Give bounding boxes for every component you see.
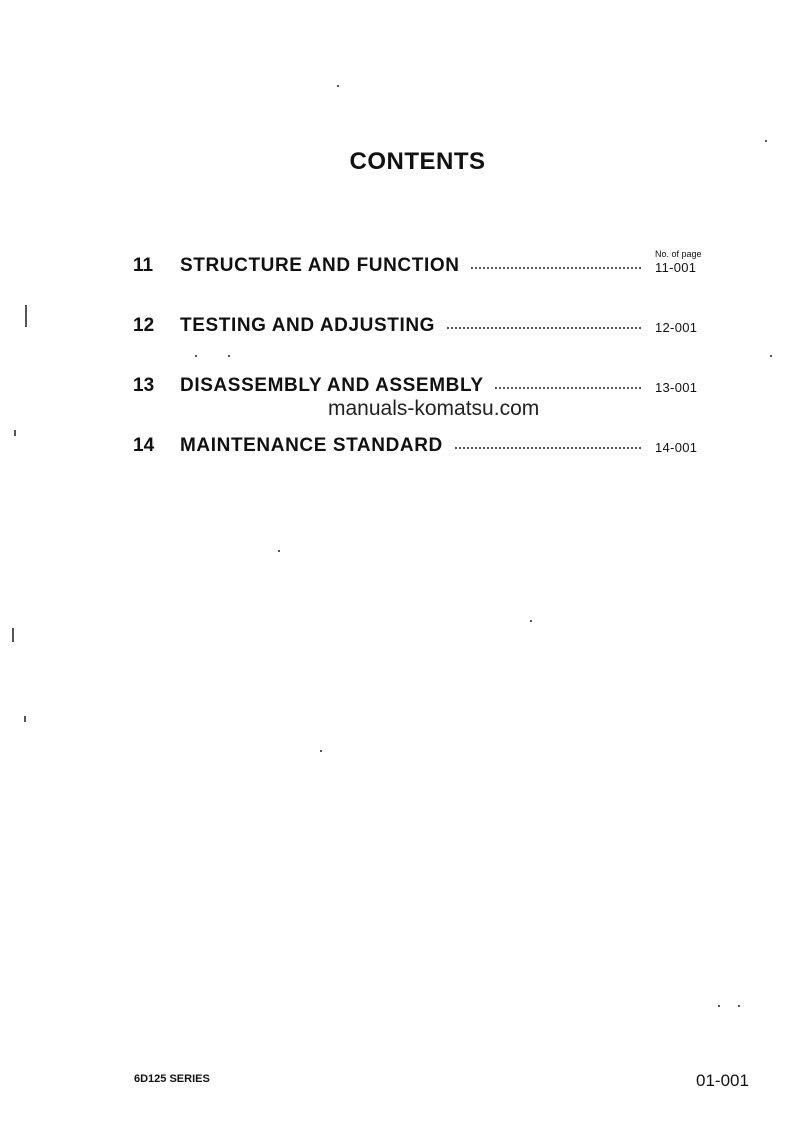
section-number: 13	[133, 375, 155, 396]
scan-mark	[770, 355, 772, 357]
scan-mark	[337, 85, 339, 87]
section-page: 14-001	[655, 440, 698, 455]
section-number: 11	[133, 255, 154, 276]
section-title: STRUCTURE AND FUNCTION	[180, 255, 470, 277]
toc-entry-12[interactable]	[133, 315, 713, 341]
section-page: 12-001	[655, 320, 698, 335]
footer-series: 6D125 SERIES	[134, 1073, 210, 1085]
scan-mark	[765, 140, 767, 142]
section-title: DISASSEMBLY AND ASSEMBLY	[180, 375, 494, 397]
scan-mark	[14, 430, 16, 436]
scan-mark	[278, 550, 280, 552]
scan-mark	[530, 620, 532, 622]
section-title: TESTING AND ADJUSTING	[180, 315, 445, 337]
scan-mark	[738, 1005, 740, 1007]
scan-mark	[12, 628, 14, 642]
toc-entry-11[interactable]	[133, 255, 713, 281]
scan-mark	[195, 355, 197, 357]
toc-entry-14[interactable]	[133, 435, 713, 461]
scan-mark	[718, 1005, 720, 1007]
page-title: CONTENTS	[349, 148, 486, 175]
scan-mark	[228, 355, 230, 357]
scan-mark	[24, 716, 26, 722]
section-title: MAINTENANCE STANDARD	[180, 435, 453, 457]
section-page: 11-001	[655, 260, 697, 275]
section-number: 14	[133, 435, 155, 456]
scan-mark	[320, 750, 322, 752]
watermark: manuals-komatsu.com	[328, 397, 540, 420]
section-page: 13-001	[655, 380, 698, 395]
footer-page-number: 01-001	[696, 1071, 749, 1090]
scan-mark	[25, 305, 27, 327]
section-number: 12	[133, 315, 155, 336]
page-count-header: No. of page	[655, 249, 702, 259]
